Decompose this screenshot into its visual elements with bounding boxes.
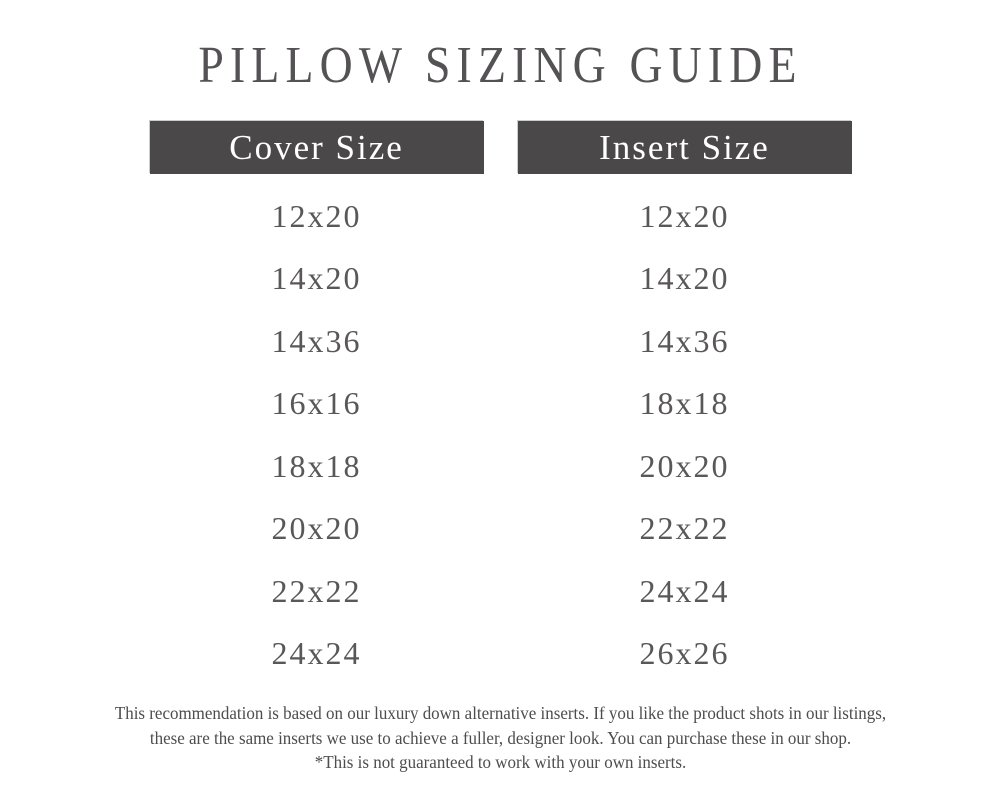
cover-size-column xyxy=(150,121,484,685)
insert-size-cell: 14x20 xyxy=(639,260,730,297)
insert-size-cell: 26x26 xyxy=(639,635,730,672)
cover-size-cell: 18x18 xyxy=(271,447,362,484)
cover-size-cell: 24x24 xyxy=(271,635,362,672)
cover-size-rows xyxy=(150,185,484,685)
insert-size-cell: 22x22 xyxy=(639,510,730,547)
insert-size-rows xyxy=(518,185,852,685)
footnote-line: these are the same inserts we use to achieve a fuller, designer look. You can purchase these in our shop. xyxy=(149,727,852,748)
footnote-line: *This is not guaranteed to work with your own inserts. xyxy=(314,752,687,772)
sizing-table xyxy=(150,121,852,685)
insert-size-cell: 20x20 xyxy=(639,447,730,484)
footnote xyxy=(15,701,986,775)
cover-size-cell: 12x20 xyxy=(271,197,362,234)
insert-size-cell: 24x24 xyxy=(639,572,730,609)
insert-size-column xyxy=(518,121,852,685)
cover-size-cell: 14x36 xyxy=(271,322,362,359)
insert-size-cell: 14x36 xyxy=(639,322,730,359)
cover-size-header: Cover Size xyxy=(150,121,484,174)
footnote-line: This recommendation is based on our luxury down alternative inserts. If you like the product shots in our listings, xyxy=(114,703,887,723)
cover-size-cell: 20x20 xyxy=(271,510,362,547)
insert-size-cell: 12x20 xyxy=(639,197,730,234)
cover-size-cell: 14x20 xyxy=(271,260,362,297)
page-title: PILLOW SIZING GUIDE xyxy=(198,37,803,94)
cover-size-cell: 16x16 xyxy=(271,385,362,422)
insert-size-header: Insert Size xyxy=(518,121,852,174)
insert-size-cell: 18x18 xyxy=(639,385,730,422)
cover-size-cell: 22x22 xyxy=(271,572,362,609)
